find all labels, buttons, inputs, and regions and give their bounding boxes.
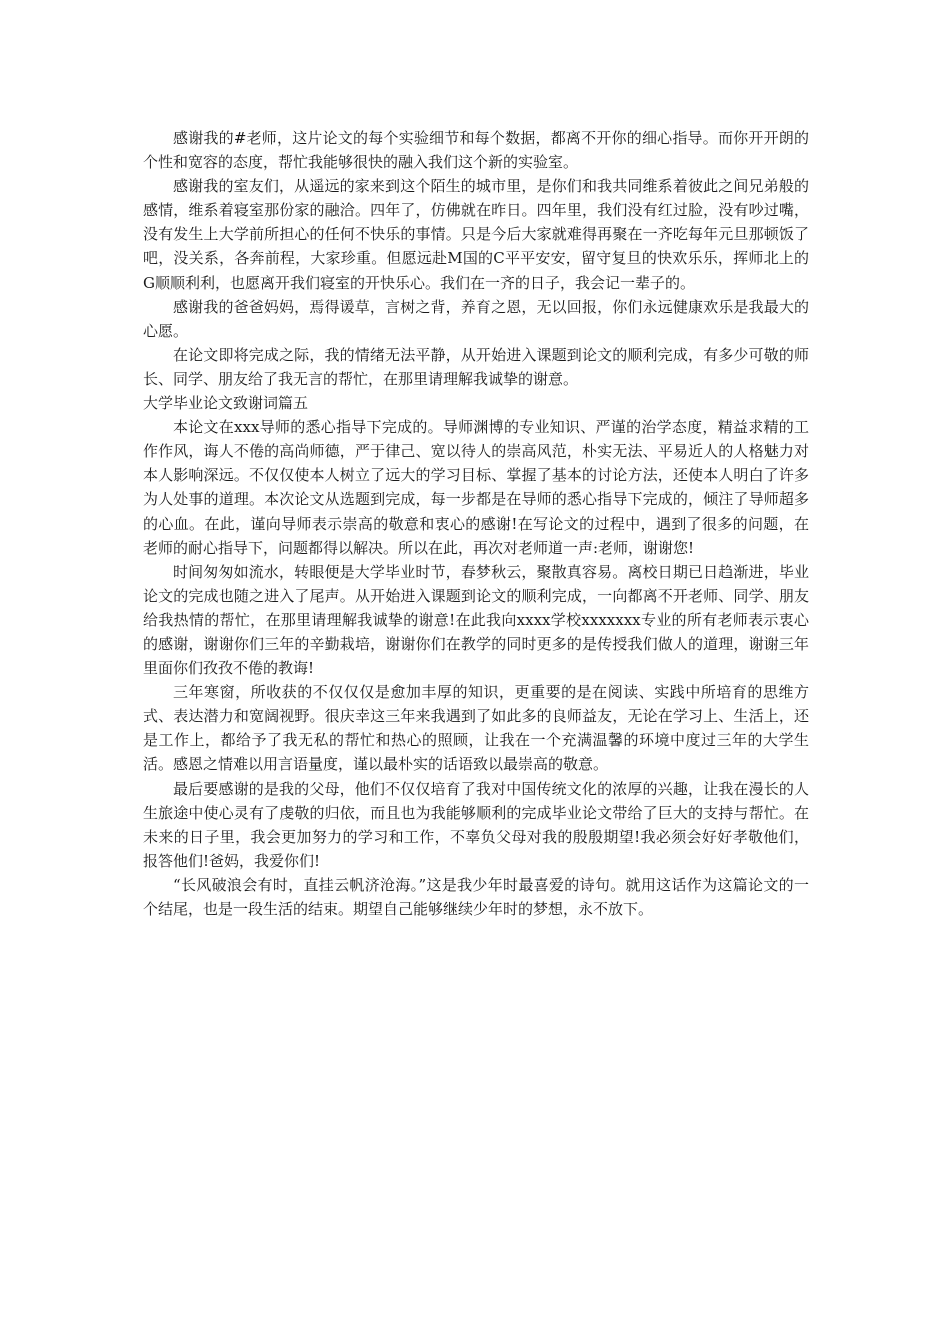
paragraph-thanks-parents: 感谢我的爸爸妈妈，焉得谖草，言树之背，养育之恩，无以回报，你们永远健康欢乐是我最大的心愿。 [143, 297, 809, 340]
paragraph-thanks-advisor: 本论文在xxx导师的悉心指导下完成的。导师渊博的专业知识、严谨的治学态度，精益求精的工作作风，诲人不倦的高尚师德，严于律己、宽以待人的崇高风范，朴实无法、平易近人的人格魅力对本人影响深远。不仅仅使本人树立了远大的学习目标、掌握了基本的讨论方法，还使本人明白了许多为人处事的道理。本次论文从选题到完成，每一步都是在导师的悉心指导下完成的，倾注了导师超多的心血。在此，谨向导师表示崇高的敬意和衷心的感谢!在写论文的过程中，遇到了很多的问题，在老师的耐心指导下，问题都得以解决。所以在此，再次对老师道一声:老师，谢谢您! [143, 418, 809, 557]
paragraph-thanks-parents-final: 最后要感谢的是我的父母，他们不仅仅培育了我对中国传统文化的浓厚的兴趣，让我在漫长的人生旅途中使心灵有了虔敬的归依，而且也为我能够顺利的完成毕业论文带给了巨大的支持与帮忙。在未来的日子里，我会更加努力的学习和工作，不辜负父母对我的殷殷期望!我必须会好好孝敬他们，报答他们!爸妈，我爱你们! [143, 779, 809, 870]
document-body [143, 126, 809, 921]
section-heading: 大学毕业论文致谢词篇五 [143, 394, 309, 413]
paragraph-closing-gratitude: 在论文即将完成之际，我的情绪无法平静，从开始进入课题到论文的顺利完成，有多少可敬的师长、同学、朋友给了我无言的帮忙，在那里请理解我诚挚的谢意。 [143, 345, 809, 388]
paragraph-thanks-roommates: 感谢我的室友们，从遥远的家来到这个陌生的城市里，是你们和我共同维系着彼此之间兄弟般的感情，维系着寝室那份家的融洽。四年了，仿佛就在昨日。四年里，我们没有红过脸，没有吵过嘴，没有发生上大学前所担心的任何不快乐的事情。只是今后大家就难得再聚在一齐吃每年元旦那顿饭了吧，没关系，各奔前程，大家珍重。但愿远赴M国的C平平安安，留守复旦的快欢乐乐，挥师北上的G顺顺利利，也愿离开我们寝室的开快乐心。我们在一齐的日子，我会记一辈子的。 [143, 177, 809, 292]
paragraph-three-years: 三年寒窗，所收获的不仅仅仅是愈加丰厚的知识，更重要的是在阅读、实践中所培育的思维方式、表达潜力和宽阔视野。很庆幸这三年来我遇到了如此多的良师益友，无论在学习上、生活上，还是工作上，都给予了我无私的帮忙和热心的照顾，让我在一个充满温馨的环境中度过三年的大学生活。感恩之情难以用言语量度，谨以最朴实的话语致以最崇高的敬意。 [143, 683, 809, 774]
paragraph-thanks-teacher: 感谢我的#老师，这片论文的每个实验细节和每个数据，都离不开你的细心指导。而你开开朗的个性和宽容的态度，帮忙我能够很快的融入我们这个新的实验室。 [143, 129, 809, 172]
paragraph-graduation-time: 时间匆匆如流水，转眼便是大学毕业时节，春梦秋云，聚散真容易。离校日期已日趋渐进，毕业论文的完成也随之进入了尾声。从开始进入课题到论文的顺利完成，一向都离不开老师、同学、朋友给我热情的帮忙，在那里请理解我诚挚的谢意!在此我向xxxx学校xxxxxxx专业的所有老师表示衷心的感谢，谢谢你们三年的辛勤栽培，谢谢你们在教学的同时更多的是传授我们做人的道理，谢谢三年里面你们孜孜不倦的教诲! [143, 562, 809, 678]
paragraph-poem-ending: “长风破浪会有时，直挂云帆济沧海。”这是我少年时最喜爱的诗句。就用这话作为这篇论文的一个结尾，也是一段生活的结束。期望自己能够继续少年时的梦想，永不放下。 [143, 875, 809, 918]
